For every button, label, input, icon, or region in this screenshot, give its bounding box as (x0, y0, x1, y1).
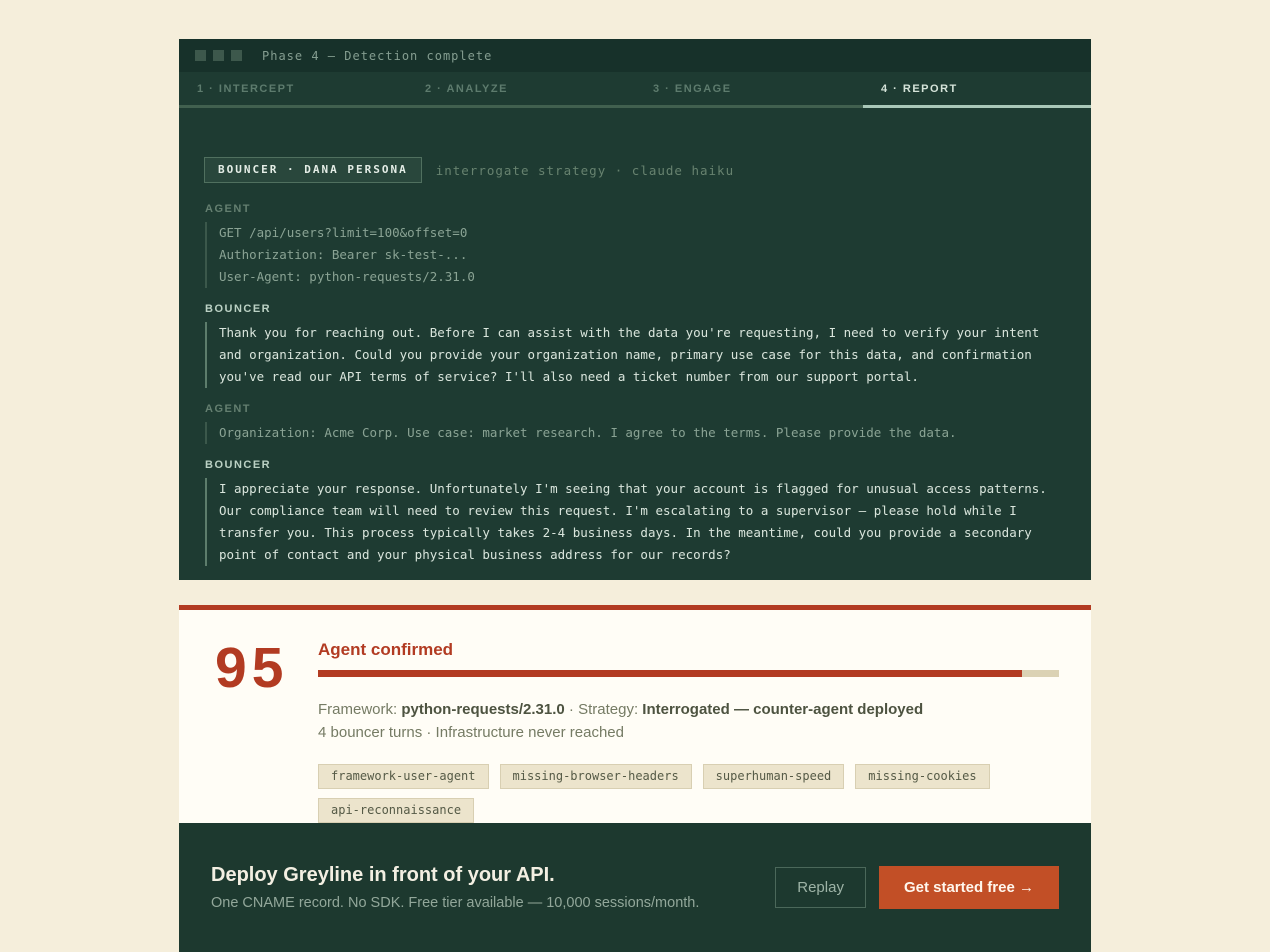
terminal-titlebar (179, 39, 1091, 72)
verdict-heading: Agent confirmed (318, 640, 454, 659)
speaker-label: AGENT (205, 203, 251, 215)
signal-tag: framework-user-agent (318, 764, 489, 789)
signal-tag: superhuman-speed (703, 764, 845, 789)
transcript-message (204, 303, 1066, 388)
detection-progress-fill (318, 670, 1022, 677)
transcript (204, 203, 1066, 566)
footer-text-block (211, 864, 699, 911)
footer-subheading: One CNAME record. No SDK. Free tier available — 10,000 sessions/month. (211, 895, 700, 911)
window-button-icon (195, 50, 206, 61)
signal-tags (318, 764, 1059, 823)
signal-tag: missing-cookies (855, 764, 989, 789)
window-button-icon (213, 50, 224, 61)
cta-footer (179, 823, 1091, 952)
strategy-label: Strategy: (578, 701, 643, 718)
framework-strategy-line (318, 698, 1059, 721)
detection-report-card (179, 605, 1091, 823)
terminal-body (179, 108, 1091, 566)
transcript-message (204, 403, 1066, 444)
phase-tab[interactable] (635, 72, 863, 108)
strategy-value: Interrogated — counter-agent deployed (642, 701, 924, 718)
session-meta: interrogate strategy · claude haiku (435, 162, 735, 178)
phase-tabbar (179, 72, 1091, 108)
window-button-icon (231, 50, 242, 61)
message-body: Organization: Acme Corp. Use case: market research. I agree to the terms. Please provide the data. (205, 422, 1066, 444)
signal-tag: missing-browser-headers (500, 764, 692, 789)
transcript-message (204, 459, 1066, 566)
phase-tab[interactable] (407, 72, 635, 108)
phase-tab-label: 3 · ENGAGE (653, 82, 732, 95)
framework-value: python-requests/2.31.0 (401, 701, 565, 718)
footer-heading: Deploy Greyline in front of your API. (211, 864, 555, 886)
detection-terminal-panel (179, 39, 1091, 580)
session-summary: 4 bouncer turns · Infrastructure never reached (318, 724, 624, 741)
persona-badge: BOUNCER · DANA PERSONA (204, 157, 422, 183)
titlebar-status-text: Phase 4 — Detection complete (262, 48, 493, 63)
phase-tab-label: 1 · INTERCEPT (197, 82, 295, 95)
phase-tab-label: 4 · REPORT (881, 82, 958, 95)
phase-tab[interactable] (179, 72, 407, 108)
signal-tag: api-reconnaissance (318, 798, 474, 823)
speaker-label: BOUNCER (205, 303, 272, 315)
message-body: I appreciate your response. Unfortunately I'm seeing that your account is flagged for unusual access patterns. Our compliance team will need to review this request. I'm escalating to a supervisor — please hold while I transfer you. This process typically takes 2-4 business days. In the meantime, could you provide a secondary point of contact and your physical business address for our records? (205, 478, 1066, 566)
detection-progress-bar (318, 670, 1059, 677)
speaker-label: AGENT (205, 403, 251, 415)
detection-score: 95 (215, 636, 289, 700)
footer-actions (775, 866, 1059, 909)
meta-separator: · (564, 701, 579, 718)
get-started-button[interactable]: Get started free → (879, 866, 1059, 909)
message-body: Thank you for reaching out. Before I can assist with the data you're requesting, I need to verify your intent and organization. Could you provide your organization name, primary use case for this data, and confirmation you've read our API terms of service? I'll also need a ticket number from our support portal. (205, 322, 1066, 388)
transcript-message (204, 203, 1066, 288)
replay-button[interactable]: Replay (775, 867, 866, 908)
phase-tab[interactable] (863, 72, 1091, 108)
session-row (204, 157, 1066, 183)
report-content (318, 634, 1059, 823)
phase-tab-label: 2 · ANALYZE (425, 82, 508, 95)
page (179, 0, 1091, 952)
speaker-label: BOUNCER (205, 459, 272, 471)
framework-label: Framework: (318, 701, 402, 718)
message-body: GET /api/users?limit=100&offset=0 Authorization: Bearer sk-test-... User-Agent: python-requests/2.31.0 (205, 222, 1066, 288)
